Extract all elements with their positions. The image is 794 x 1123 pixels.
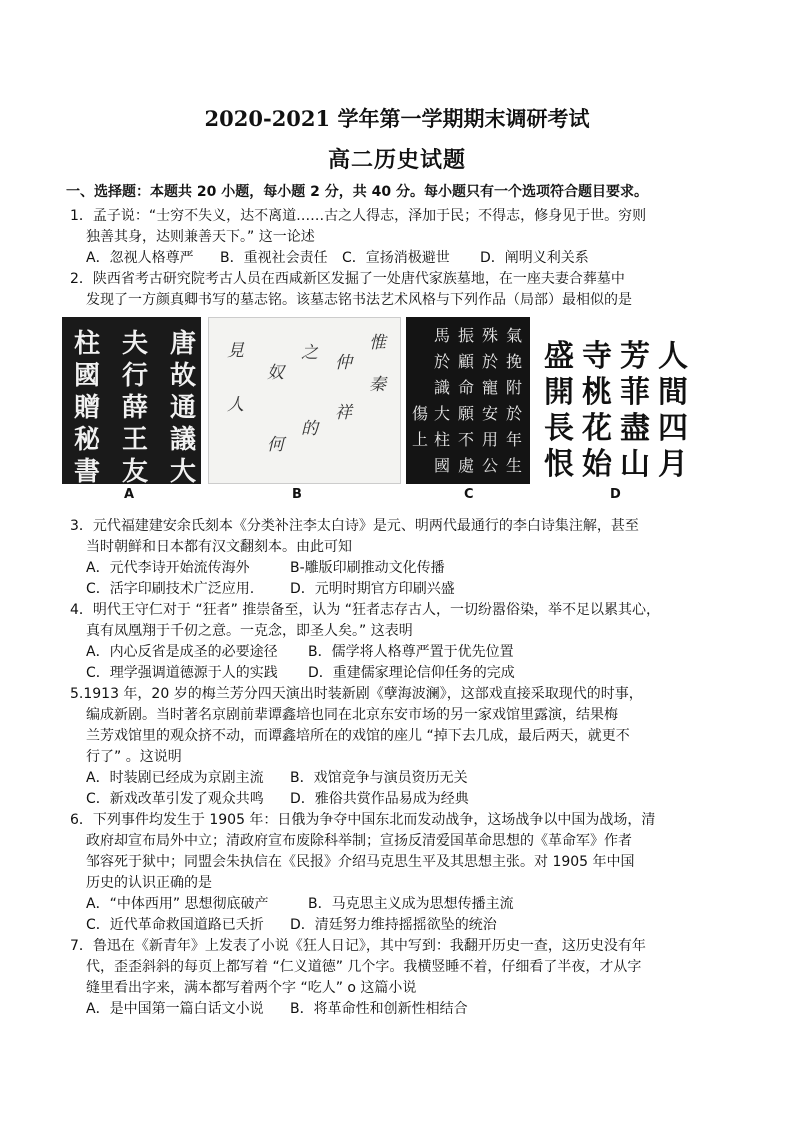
glyph: 安: [482, 404, 499, 423]
calligraphy-image-c: [406, 317, 530, 484]
q5-line-4: 行了” 。这说明: [86, 749, 182, 765]
glyph: 長: [544, 411, 574, 446]
image-caption-d: D: [610, 487, 621, 502]
glyph: 芳: [620, 339, 650, 374]
glyph: 振: [458, 326, 475, 345]
glyph: 之: [301, 343, 318, 363]
q7-line-3: 缝里看出字来，满本都写着两个字 “吃人” o 这篇小说: [86, 980, 417, 996]
glyph: 的: [301, 419, 318, 439]
glyph: 命: [458, 378, 475, 397]
exam-subtitle: 高二历史试题: [327, 147, 466, 173]
glyph: 傷: [412, 404, 429, 423]
q4-option-b: B．儒学将人格尊严置于优先位置: [308, 644, 514, 660]
glyph: 年: [506, 430, 523, 449]
glyph: 用: [482, 430, 499, 449]
q1-option-c: C．宣扬消极避世: [342, 250, 450, 266]
image-caption-c: C: [464, 487, 474, 502]
exam-title: 2020-2021 学年第一学期期末调研考试: [204, 106, 590, 131]
q4-line-2: 真有凤凰翔于千仞之意。一克念，即圣人矣。” 这表明: [86, 623, 413, 639]
q6-option-d: D．清廷努力维持摇摇欲坠的统治: [290, 917, 497, 933]
q6-line-3: 邹容死于狱中；同盟会朱执信在《民报》介绍马克思生平及其思想主张。对 1905 年中国: [86, 854, 635, 870]
q4-option-a: A．内心反省是成圣的必要途径: [86, 644, 278, 660]
q1-line-1: 1．孟子说：“士穷不失义，达不离道……古之人得志，泽加于民；不得志，修身见于世。穷则: [70, 208, 647, 224]
calligraphy-image-b: [208, 317, 401, 484]
glyph: 王: [122, 425, 149, 455]
q6-line-2: 政府却宣布局外中立；清政府宣布废除科举制；宣扬反清爱国革命思想的《革命军》作者: [86, 833, 632, 849]
q3-line-2: 当时朝鲜和日本都有汉文翻刻本。由此可知: [86, 539, 352, 555]
q4-option-c: C．理学强调道德源于人的实践: [86, 665, 278, 681]
q1-line-2: 独善其身，达则兼善天下。” 这一论述: [86, 229, 315, 245]
glyph: 公: [482, 456, 499, 475]
glyph: 夫: [122, 329, 149, 359]
glyph: 議: [170, 425, 197, 455]
q6-line-4: 历史的认识正确的是: [86, 875, 212, 891]
q1-option-d: D．阐明义利关系: [480, 250, 589, 266]
glyph: 花: [582, 411, 612, 446]
glyph: 贈: [74, 393, 101, 423]
q3-option-a: A．元代李诗开始流传海外: [86, 560, 250, 576]
glyph: 氣: [506, 326, 523, 345]
glyph: 寵: [482, 378, 499, 397]
glyph: 唐: [170, 329, 197, 359]
q2-line-2: 发现了一方颜真卿书写的墓志铭。该墓志铭书法艺术风格与下列作品（局部）最相似的是: [86, 292, 632, 308]
glyph: 盡: [620, 411, 650, 446]
glyph: 四: [658, 411, 688, 446]
glyph: 大: [170, 457, 197, 484]
glyph: 書: [74, 457, 101, 484]
glyph: 桃: [582, 375, 612, 410]
q5-line-1: 5.1913 年，20 岁的梅兰芳分四天演出时装新剧《孽海波澜》，这部戏直接采取现代的时事，: [70, 686, 643, 702]
q6-option-a: A．“中体西用” 思想彻底破产: [86, 896, 269, 912]
glyph: 不: [458, 430, 475, 449]
glyph: 開: [544, 375, 574, 410]
glyph: 寺: [582, 339, 612, 374]
glyph: 顧: [458, 352, 475, 371]
calligraphy-image-a: [62, 317, 201, 484]
glyph: 仲: [335, 353, 352, 373]
glyph: 柱: [74, 329, 101, 359]
q7-line-1: 7．鲁迅在《新青年》上发表了小说《狂人日记》，其中写到：我翻开历史一查，这历史没有年: [70, 938, 646, 954]
glyph: 識: [434, 378, 451, 397]
glyph: 月: [658, 447, 688, 482]
glyph: 通: [170, 393, 197, 423]
q5-option-c: C．新戏改革引发了观众共鸣: [86, 791, 264, 807]
glyph: 秦: [369, 375, 386, 395]
glyph: 友: [122, 457, 149, 484]
q6-option-c: C．近代革命救国道路已夭折: [86, 917, 264, 933]
glyph: 菲: [620, 375, 650, 410]
glyph: 處: [458, 456, 475, 475]
q5-line-2: 编成新剧。当时著名京剧前辈谭鑫培也同在北京东安市场的另一家戏馆里露演，结果梅: [86, 707, 618, 723]
q5-line-3: 兰芳戏馆里的观众挤不动，而谭鑫培所在的戏馆的座儿 “掉下去几成，最后两天，就更不: [86, 728, 630, 744]
glyph: 於: [506, 404, 523, 423]
glyph: 間: [658, 375, 688, 410]
glyph: 人: [227, 395, 244, 415]
glyph: 上: [412, 430, 429, 449]
glyph: 行: [122, 361, 149, 391]
glyph: 始: [582, 447, 612, 482]
glyph: 殊: [482, 326, 499, 345]
glyph: 山: [620, 447, 650, 482]
section-heading: 一、选择题：本题共 20 小题，每小题 2 分，共 40 分。每小题只有一个选项符合题目要求。: [66, 184, 648, 200]
glyph: 於: [482, 352, 499, 371]
q3-option-b: B-雕版印刷推动文化传播: [290, 560, 445, 576]
glyph: 於: [434, 352, 451, 371]
glyph: 國: [434, 456, 451, 475]
glyph: 祥: [335, 403, 352, 423]
glyph: 奴: [267, 363, 284, 383]
q1-option-a: A．忽视人格尊严: [86, 250, 194, 266]
q7-line-2: 代，歪歪斜斜的每页上都写着 “仁义道德” 几个字。我横竖睡不着，仔细看了半夜，才从字: [86, 959, 642, 975]
glyph: 柱: [434, 430, 451, 449]
q3-option-d: D．元明时期官方印刷兴盛: [290, 581, 455, 597]
calligraphy-image-d: [538, 317, 698, 484]
q6-option-b: B．马克思主义成为思想传播主流: [308, 896, 514, 912]
q1-option-b: B．重视社会责任: [220, 250, 328, 266]
glyph: 人: [658, 339, 688, 374]
q5-option-b: B．戏馆竞争与演员资历无关: [290, 770, 468, 786]
q4-option-d: D．重建儒家理论信仰任务的完成: [308, 665, 515, 681]
q2-line-1: 2．陕西省考古研究院考古人员在西咸新区发掘了一处唐代家族墓地，在一座夫妻合葬墓中: [70, 271, 625, 287]
glyph: 秘: [74, 425, 101, 455]
glyph: 附: [506, 378, 523, 397]
image-caption-b: B: [292, 487, 302, 502]
glyph: 國: [74, 361, 101, 391]
glyph: 願: [458, 404, 475, 423]
q3-line-1: 3．元代福建建安余氏刻本《分类补注李太白诗》是元、明两代最通行的李白诗集注解，甚至: [70, 518, 639, 534]
q7-option-a: A．是中国第一篇白话文小说: [86, 1001, 264, 1017]
q6-line-1: 6．下列事件均发生于 1905 年：日俄为争夺中国东北而发动战争，这场战争以中国为战场，清: [70, 812, 656, 828]
glyph: 惟: [369, 333, 386, 353]
image-caption-a: A: [124, 487, 135, 502]
q4-line-1: 4．明代王守仁对于 “狂者” 推崇备至，认为 “狂者志存古人，一切纷嚣俗染，举不足以累其心，: [70, 602, 661, 618]
glyph: 故: [170, 361, 197, 391]
glyph: 生: [506, 456, 523, 475]
q7-option-b: B．将革命性和创新性相结合: [290, 1001, 468, 1017]
q3-option-c: C．活字印刷技术广泛应用.: [86, 581, 255, 597]
glyph: 馬: [434, 326, 451, 345]
glyph: 薛: [122, 393, 149, 423]
q5-option-a: A．时装剧已经成为京剧主流: [86, 770, 264, 786]
glyph: 何: [267, 435, 284, 455]
glyph: 盛: [544, 339, 574, 374]
glyph: 見: [227, 341, 244, 361]
glyph: 大: [434, 404, 451, 423]
q5-option-d: D．雅俗共赏作品易成为经典: [290, 791, 469, 807]
glyph: 恨: [544, 447, 574, 482]
glyph: 挽: [506, 352, 523, 371]
